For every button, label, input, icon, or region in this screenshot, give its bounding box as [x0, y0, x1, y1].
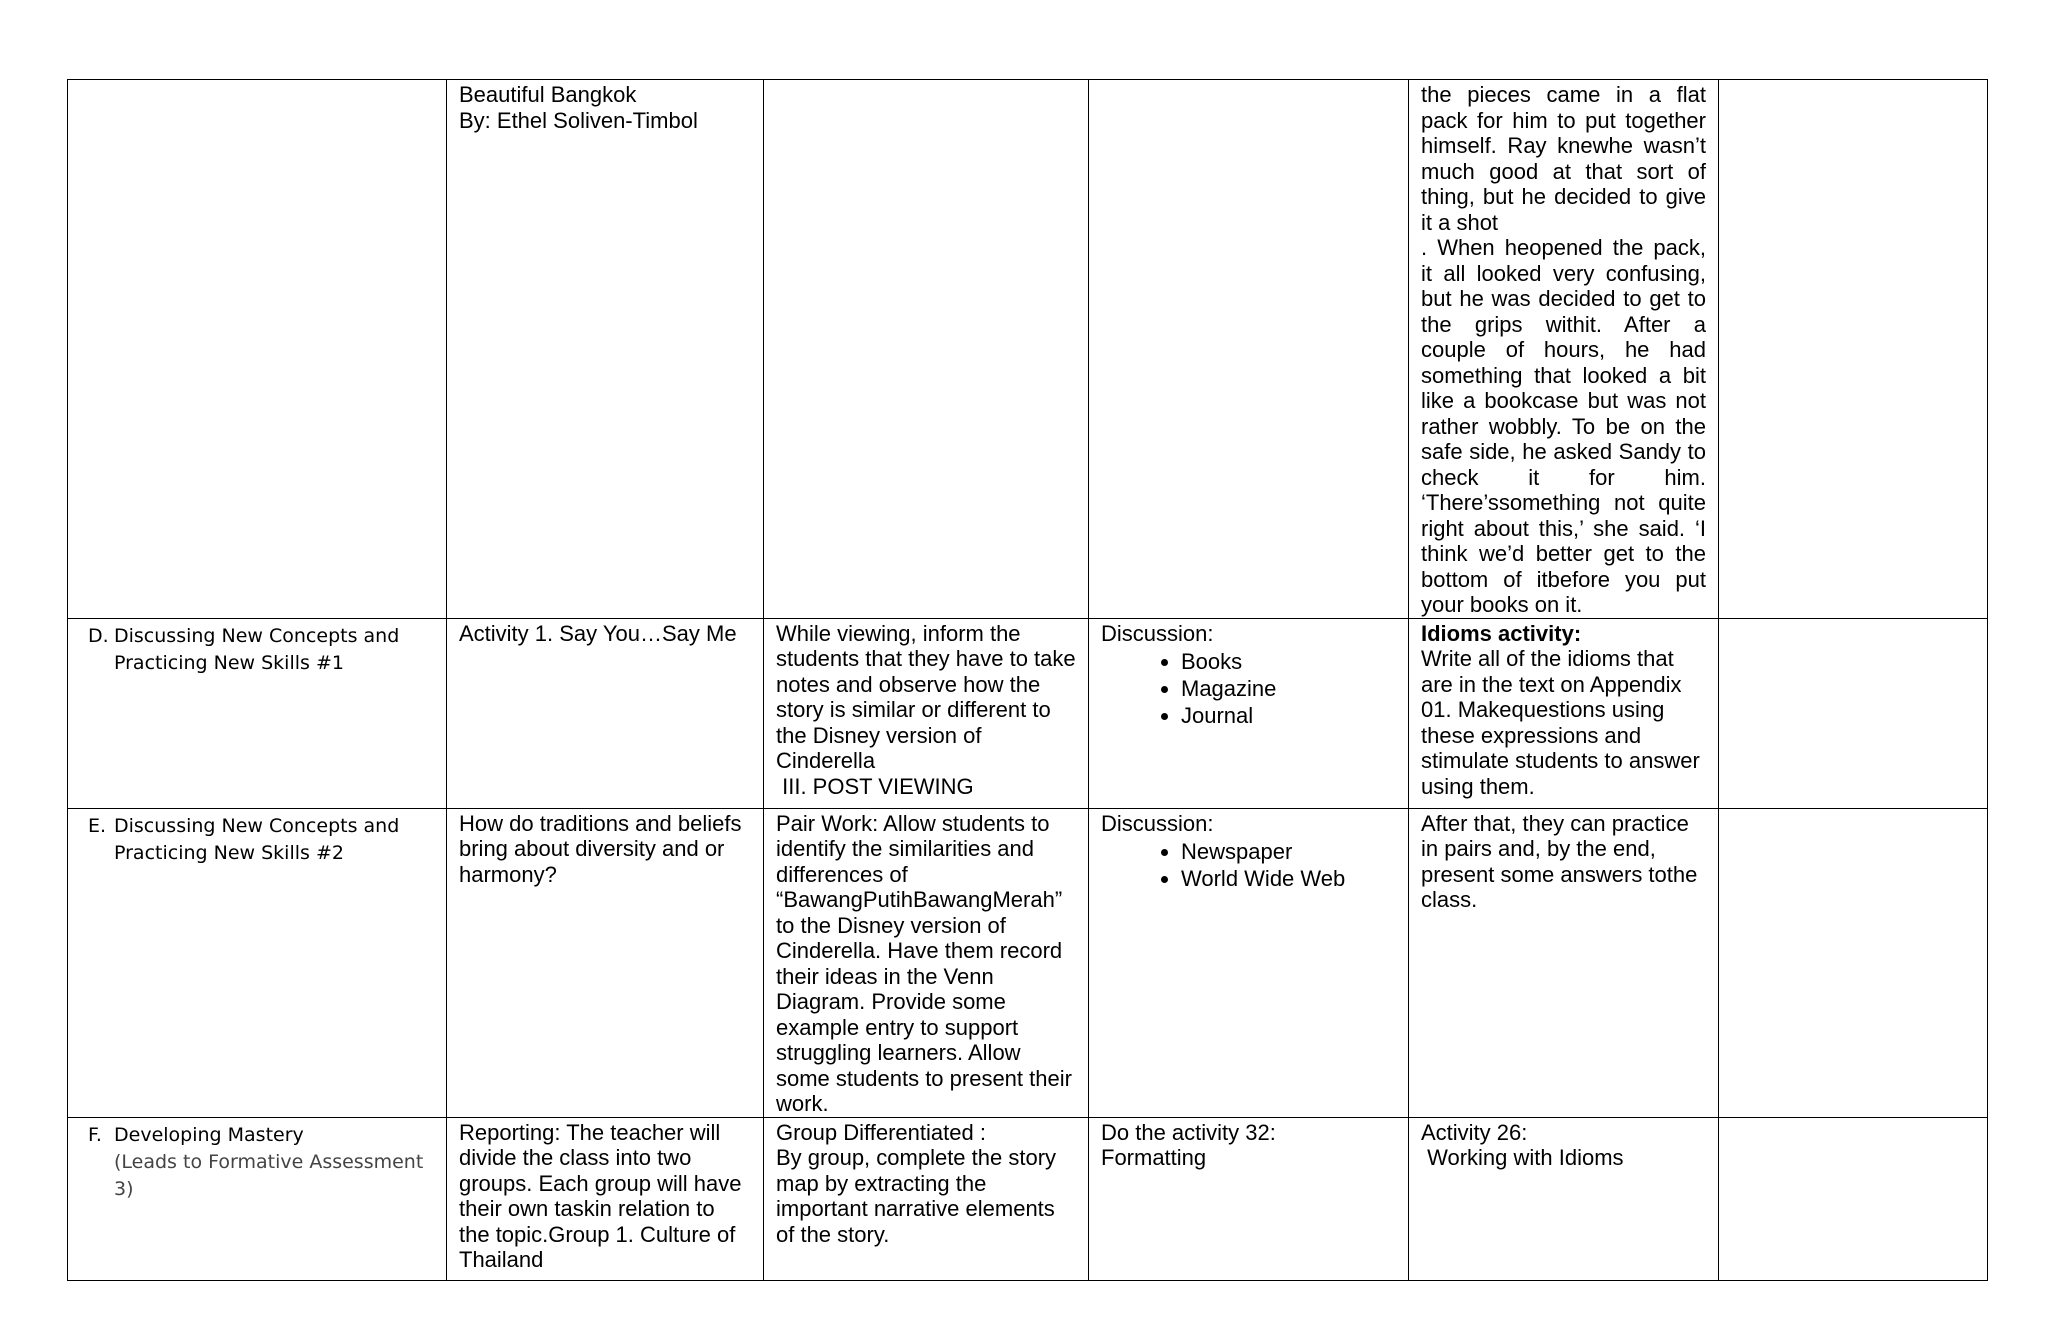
row-d-discussion-list [1101, 648, 1396, 729]
row-d-idioms-text: Write all of the idioms that are in the text on Appendix 01. Makequestions using these expressions and stimulate students to answer using them. [1421, 646, 1700, 799]
row-f-label: Developing Mastery [114, 1123, 304, 1146]
row-d-col3-cell [764, 618, 1089, 808]
row-d-letter: D. [88, 624, 109, 647]
row-f-col5-cell [1409, 1117, 1719, 1280]
row-d-activity: Activity 1. Say You…Say Me [459, 620, 737, 646]
story-author: By: Ethel Soliven-Timbol [459, 107, 698, 133]
row-d-col4-cell [1089, 618, 1409, 808]
row-d-col2-cell [447, 618, 764, 808]
row-f-activity-title: Do the activity 32: [1101, 1119, 1276, 1145]
row-d-label-cell [68, 618, 447, 808]
row-c-col3-cell [764, 80, 1089, 619]
story-title: Beautiful Bangkok [459, 82, 637, 107]
row-e-col3-cell [764, 808, 1089, 1117]
table-row-c [68, 80, 1988, 619]
row-e-label: Discussing New Concepts and Practicing New Skills #2 [114, 814, 400, 864]
list-item: • Journal [1181, 702, 1396, 729]
row-c-col5-cell [1409, 80, 1719, 619]
row-d-post-viewing: III. POST VIEWING [776, 773, 974, 799]
row-f-group-text: By group, complete the story map by extracting the important narrative elements of the story. [776, 1145, 1057, 1247]
table-row-f [68, 1117, 1988, 1280]
passage-part-2: . When heopened the pack, it all looked very confusing, but he was decided to get to the grips withit. After a couple of hours, he had something that looked a bit like a bookcase but was not rather wobbly. To be on the safe side, he asked Sandy to check it for him. ‘There’ssomething not quite right about this,’ she said. ‘I think we’d better get to the bottom of itbefore you put your books on it. [1421, 235, 1706, 617]
row-c-material-cell [447, 80, 764, 619]
row-e-discussion-title: Discussion: [1101, 810, 1214, 836]
table-row-e [68, 808, 1988, 1117]
row-e-practice-text: After that, they can practice in pairs and, by the end, present some answers tothe class. [1421, 810, 1698, 912]
table-row-d [68, 618, 1988, 808]
list-item: • Magazine [1181, 675, 1396, 702]
row-f-col6-cell [1719, 1117, 1988, 1280]
row-f-activity-text: Formatting [1101, 1145, 1207, 1170]
row-f-col4-cell [1089, 1117, 1409, 1280]
row-f-label-cell [68, 1117, 447, 1280]
row-f-reporting: Reporting: The teacher will divide the class into two groups. Each group will have their own taskin relation to the topic.Group 1. Culture of Thailand [459, 1119, 742, 1272]
row-f-col2-cell [447, 1117, 764, 1280]
list-item: • World Wide Web [1181, 865, 1396, 892]
row-e-col6-cell [1719, 808, 1988, 1117]
row-f-letter: F. [88, 1123, 102, 1146]
row-c-label-cell [68, 80, 447, 619]
row-e-discussion-list [1101, 838, 1396, 892]
row-f-col3-cell [764, 1117, 1089, 1280]
row-e-label-cell [68, 808, 447, 1117]
row-d-col5-cell [1409, 618, 1719, 808]
row-e-col5-cell [1409, 808, 1719, 1117]
row-f-activity26-title: Activity 26: [1421, 1119, 1528, 1145]
list-item: • Newspaper [1181, 838, 1396, 865]
passage-part-1: the pieces came in a flat pack for him to put together himself. Ray knewhe wasn’t much good at that sort of thing, but he decided to give it a shot [1421, 82, 1706, 235]
row-f-group-title: Group Differentiated : [776, 1119, 986, 1145]
row-d-label: Discussing New Concepts and Practicing New Skills #1 [114, 624, 400, 674]
row-e-col4-cell [1089, 808, 1409, 1117]
row-c-col4-cell [1089, 80, 1409, 619]
row-e-letter: E. [88, 814, 107, 837]
row-e-col2-cell [447, 808, 764, 1117]
lesson-plan-table [67, 79, 1988, 1281]
row-d-col6-cell [1719, 618, 1988, 808]
row-f-sublabel: (Leads to Formative Assessment 3) [114, 1150, 424, 1200]
list-item: • Books [1181, 648, 1396, 675]
row-c-col6-cell [1719, 80, 1988, 619]
row-e-pair-work: Pair Work: Allow students to identify the similarities and differences of “BawangPutihBawangMerah” to the Disney version of Cinderella. Have them record their ideas in the Venn Diagram. Provide some example entry to support struggling learners. Allow some students to present their work. [776, 810, 1072, 1116]
row-d-viewing-text: While viewing, inform the students that they have to take notes and observe how the story is similar or different to the Disney version of Cinderella [776, 620, 1076, 773]
row-d-discussion-title: Discussion: [1101, 620, 1214, 646]
row-d-idioms-title: Idioms activity: [1421, 620, 1582, 646]
row-e-question: How do traditions and beliefs bring about diversity and or harmony? [459, 810, 742, 887]
row-f-activity26-text: Working with Idioms [1421, 1145, 1624, 1170]
